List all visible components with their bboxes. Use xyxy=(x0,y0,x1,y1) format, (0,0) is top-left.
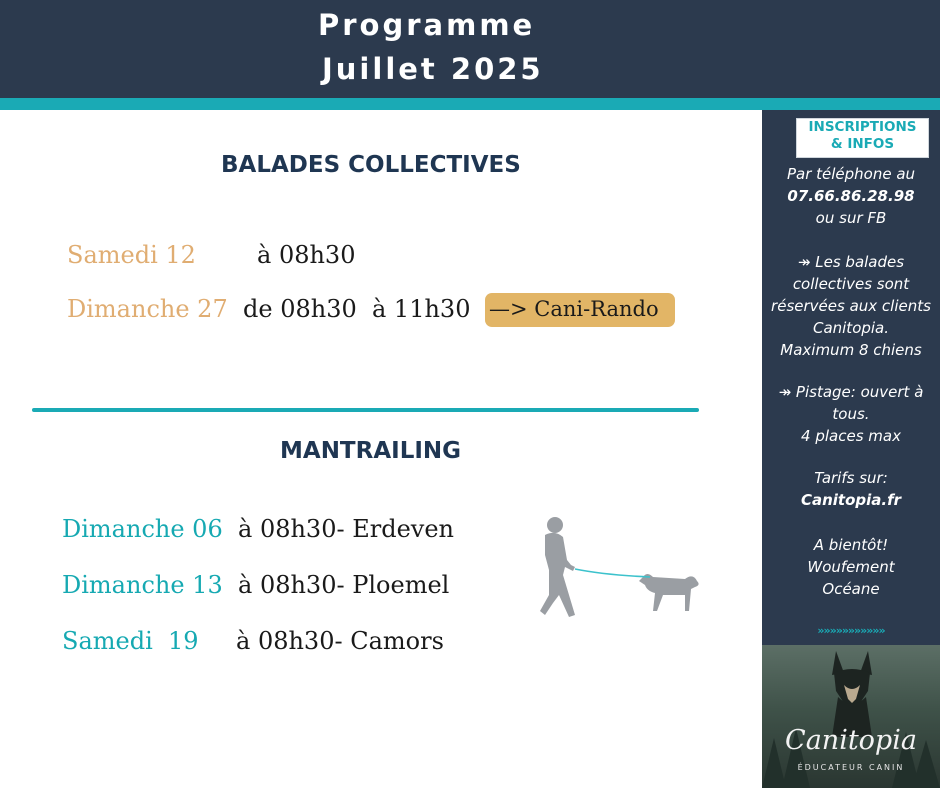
mantrailing-day-1: Dimanche 06 xyxy=(62,515,223,543)
pistage-info-line: tous. xyxy=(832,405,870,423)
inscriptions-box xyxy=(796,118,929,158)
balades-info-line: collectives sont xyxy=(792,275,910,293)
info-sidebar xyxy=(762,110,940,788)
balade-time-2: de 08h30 à 11h30 xyxy=(243,295,471,323)
facebook-text: ou sur FB xyxy=(815,209,887,227)
inscriptions-line1: INSCRIPTIONS xyxy=(808,119,917,135)
phone-block xyxy=(762,163,940,229)
balades-info-line: Canitopia. xyxy=(812,319,890,337)
closing-line: A bientôt! xyxy=(813,536,889,554)
header-title-line1: Programme xyxy=(318,8,536,42)
phone-label: Par téléphone au xyxy=(786,165,916,183)
tarifs-label: Tarifs sur: xyxy=(814,469,888,487)
balades-info xyxy=(762,251,940,361)
balades-info-line: ↠ Les balades xyxy=(797,253,905,271)
header-banner xyxy=(0,0,940,98)
phone-number-text: 07.66.86.28.98 xyxy=(787,187,915,205)
closing-line: Océane xyxy=(822,580,880,598)
mantrailing-time-3: à 08h30- Camors xyxy=(236,627,444,655)
tarifs-block xyxy=(762,467,940,511)
mantrailing-time-2: à 08h30- Ploemel xyxy=(238,571,450,599)
pistage-info-line: ↠ Pistage: ouvert à xyxy=(778,383,924,401)
header-title-line2: Juillet 2025 xyxy=(322,52,544,86)
balade-day-1: Samedi 12 xyxy=(67,241,196,269)
pistage-info-line: 4 places max xyxy=(801,427,901,445)
balades-info-line: Maximum 8 chiens xyxy=(780,341,922,359)
balades-info-line: réservées aux clients xyxy=(771,297,931,315)
mantrailing-day-3: Samedi 19 xyxy=(62,627,199,655)
logo-brand-text: Canitopia xyxy=(785,725,917,756)
cani-rando-badge xyxy=(485,293,675,327)
balades-section-title: BALADES COLLECTIVES xyxy=(221,152,521,178)
german-shepherd-logo-icon xyxy=(822,647,882,737)
inscriptions-line2: & INFOS xyxy=(830,136,895,152)
balade-time-1: à 08h30 xyxy=(257,241,356,269)
phone-number[interactable] xyxy=(762,185,940,207)
closing-block xyxy=(762,534,940,600)
person-walking-dog-icon xyxy=(535,515,705,621)
mantrailing-section-title: MANTRAILING xyxy=(280,438,462,464)
logo-subtitle: ÉDUCATEUR CANIN xyxy=(797,763,905,772)
tarifs-link-text: Canitopia.fr xyxy=(800,491,902,509)
balade-day-2: Dimanche 27 xyxy=(67,295,228,323)
tarifs-link[interactable] xyxy=(762,489,940,511)
mantrailing-time-1: à 08h30- Erdeven xyxy=(238,515,454,543)
chevron-arrows-icon: »»»»»»»»»»» xyxy=(817,624,885,637)
closing-line: Woufement xyxy=(807,558,895,576)
header-accent-band xyxy=(0,98,940,110)
cani-rando-badge-label: —> Cani-Rando xyxy=(489,297,659,321)
pistage-info xyxy=(762,381,940,447)
section-divider xyxy=(32,408,699,412)
mantrailing-day-2: Dimanche 13 xyxy=(62,571,223,599)
canitopia-logo xyxy=(762,645,940,788)
